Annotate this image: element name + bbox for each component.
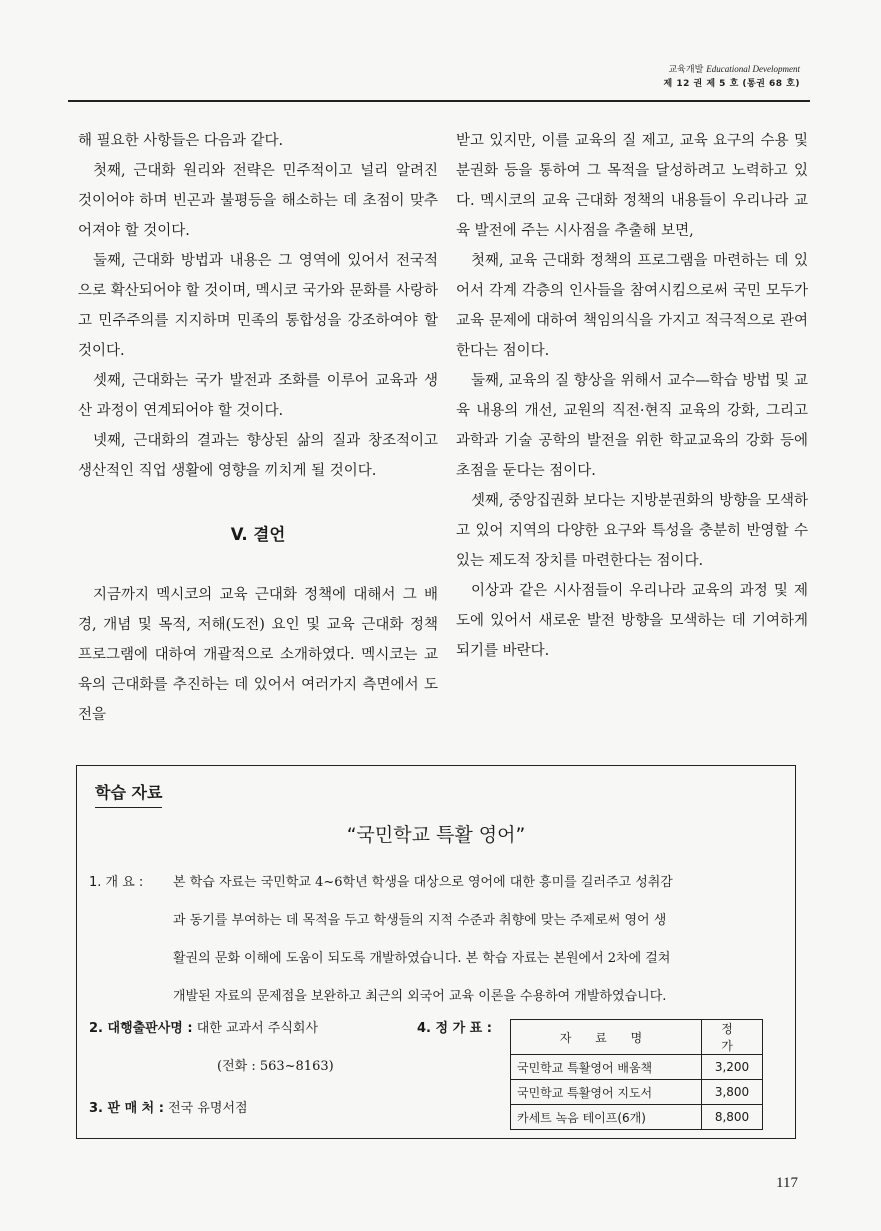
price-item	[417, 1019, 492, 1039]
paragraph: 지금까지 멕시코의 교육 근대화 정책에 대해서 그 배경, 개념 및 목적, 저해(도전) 요인 및 교육 근대화 정책 프로그램에 대하여 개괄적으로 소개하였다. 멕시코는 교육의 근대화를 추진하는 데 있어서 여러가지 측면에서 도전을	[78, 587, 438, 723]
journal-title-ko: 교육개발	[668, 65, 704, 75]
paragraph: 셋째, 중앙집권화 보다는 지방분권화의 방향을 모색하고 있어 지역의 다양한 요구와 특성을 충분히 반영할 수 있는 제도적 장치를 마련한다는 점이다.	[456, 493, 808, 569]
overview-line: 본 학습 자료는 국민학교 4~6학년 학생을 대상으로 영어에 대한 흥미를 길러주고 성취감	[173, 875, 673, 890]
running-header	[664, 62, 800, 91]
item-price: 3,200	[702, 1055, 763, 1080]
overview-label: 1. 개 요 :	[89, 875, 144, 890]
sales-item	[89, 1099, 248, 1119]
paragraph: 넷째, 근대화의 결과는 향상된 삶의 질과 창조적이고 생산적인 직업 생활에 영향을 끼치게 될 것이다.	[78, 433, 438, 479]
table-row	[511, 1080, 763, 1105]
paragraph: 첫째, 근대화 원리와 전략은 민주적이고 널리 알려진 것이어야 하며 빈곤과 불평등을 해소하는 데 초점이 맞추어져야 할 것이다.	[78, 163, 438, 239]
overview-item	[89, 864, 789, 1016]
journal-title-en: Educational Development	[706, 64, 800, 74]
paragraph: 첫째, 교육 근대화 정책의 프로그램을 마련하는 데 있어서 각계 각층의 인사들을 참여시킴으로써 국민 모두가 교육 문제에 대하여 책임의식을 가지고 적극적으로 관여한다는 점이다.	[456, 253, 808, 359]
journal-title	[664, 62, 800, 77]
price-table	[510, 1019, 763, 1130]
publisher-value: 대한 교과서 주식회사	[196, 1021, 319, 1036]
section-heading: V. 결언	[230, 525, 286, 544]
paragraph: 셋째, 근대화는 국가 발전과 조화를 이루어 교육과 생산 과정이 연계되어야 할 것이다.	[78, 373, 438, 419]
sales-value: 전국 유명서점	[168, 1101, 248, 1116]
right-column	[456, 126, 808, 666]
item-name: 국민학교 특활영어 배움책	[511, 1055, 702, 1080]
issue-info: 제 12 권 제 5 호 (통권 68 호)	[663, 79, 800, 89]
publisher-phone: (전화 : 563~8163)	[217, 1059, 334, 1074]
overview-text	[173, 864, 789, 1016]
item-price: 3,800	[702, 1080, 763, 1105]
overview-line: 활권의 문화 이해에 도움이 되도록 개발하였습니다. 본 학습 자료는 본원에서 2차에 걸쳐	[173, 951, 671, 966]
column-header: 정 가	[702, 1020, 763, 1055]
left-column	[78, 126, 438, 730]
table-row	[511, 1105, 763, 1130]
box-title: “국민학교 특활 영어”	[346, 824, 526, 846]
price-label: 4. 정 가 표 :	[417, 1021, 492, 1036]
column-header: 자 료 명	[511, 1020, 702, 1055]
learning-material-box	[76, 765, 796, 1139]
paragraph: 이상과 같은 시사점들이 우리나라 교육의 과정 및 제도에 있어서 새로운 발전 방향을 모색하는 데 기여하게 되기를 바란다.	[456, 583, 808, 659]
paragraph: 둘째, 교육의 질 향상을 위해서 교수—학습 방법 및 교육 내용의 개선, 교원의 직전·현직 교육의 강화, 그리고 과학과 기술 공학의 발전을 위한 학교교육의 강화 등에 초점을 둔다는 점이다.	[456, 373, 808, 479]
item-price: 8,800	[702, 1105, 763, 1130]
paragraph: 해 필요한 사항들은 다음과 같다.	[78, 133, 284, 149]
publisher-item	[89, 1019, 334, 1074]
paragraph: 받고 있지만, 이를 교육의 질 제고, 교육 요구의 수용 및 분권화 등을 통하여 그 목적을 달성하려고 노력하고 있다. 멕시코의 교육 근대화 정책의 내용들이 우리나라 교육 발전에 주는 시사점을 추출해 보면,	[456, 133, 808, 239]
overview-line: 과 동기를 부여하는 데 목적을 두고 학생들의 지적 수준과 취향에 맞는 주제로써 영어 생	[173, 913, 667, 928]
box-label: 학습 자료	[95, 780, 162, 808]
item-name: 카세트 녹음 테이프(6개)	[511, 1105, 702, 1130]
sales-label: 3. 판 매 처 :	[89, 1101, 164, 1116]
header-rule	[68, 100, 810, 102]
overview-line: 개발된 자료의 문제점을 보완하고 최근의 외국어 교육 이론을 수용하여 개발하였습니다.	[173, 989, 667, 1004]
table-row	[511, 1055, 763, 1080]
publisher-label: 2. 대행출판사명 :	[89, 1021, 193, 1036]
paragraph: 둘째, 근대화 방법과 내용은 그 영역에 있어서 전국적으로 확산되어야 할 것이며, 멕시코 국가와 문화를 사랑하고 민주주의를 지지하며 민족의 통합성을 강조하여야 할 것이다.	[78, 253, 438, 359]
page-number: 117	[776, 1175, 798, 1191]
table-header-row	[511, 1020, 763, 1055]
item-name: 국민학교 특활영어 지도서	[511, 1080, 702, 1105]
